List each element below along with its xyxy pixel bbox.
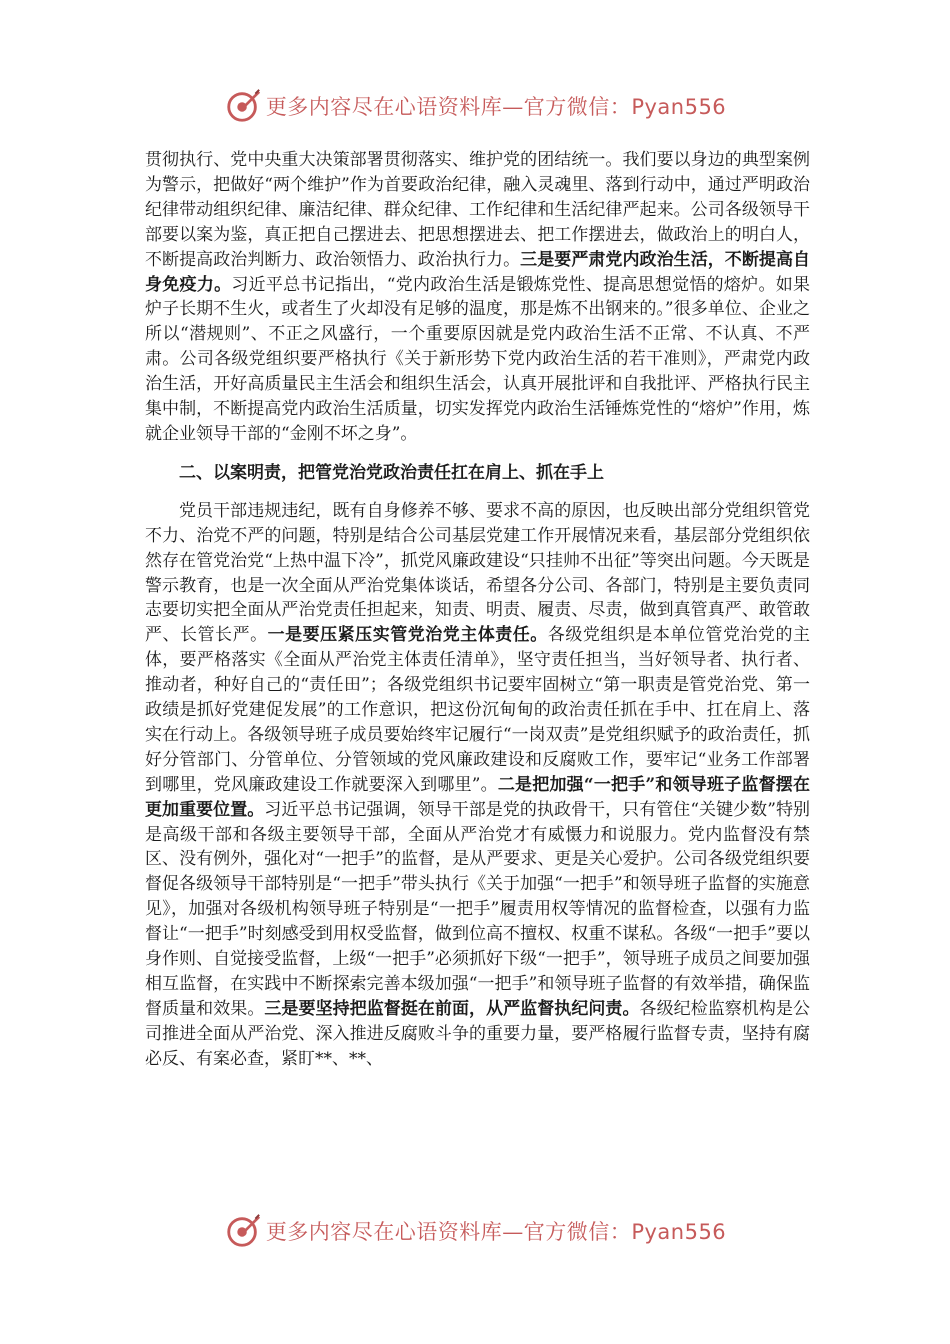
watermark-label: 更多内容尽在心语资料库—官方微信： [265,95,632,119]
footer-watermark-banner [0,1209,950,1253]
watermark-handle: Pyan556 [631,95,727,119]
watermark-label: 更多内容尽在心语资料库—官方微信： [265,1220,632,1244]
bold-point-3: 三是要严肃党内政治生活，不断提高自身免疫力。 [145,249,811,295]
document-body [145,148,810,1072]
bold-point-1: 一是要压紧压实管党治党主体责任。 [267,625,548,646]
paragraph-1: 贯彻执行、党中央重大决策部署贯彻落实、维护党的团结统一。我们要以身边的典型案例为警示，把做好“两个维护”作为首要政治纪律，融入灵魂里、落到行动中，通过严明政治纪律带动组织纪律、廉洁纪律、群众纪律、工作纪律和生活纪律严起来。公司各级领导干部要以案为鉴，真正把自己摆进去、把思想摆进去、把工作摆进去，做政治上的明白人，不断提高政治判断力、政治领悟力、政治执行力。三是要严肃党内政治生活，不断提高自身免疫力。习近平总书记指出，“党内政治生活是锻炼党性、提高思想觉悟的熔炉。如果炉子长期不生火，或者生了火却没有足够的温度，那是炼不出钢来的。”很多单位、企业之所以“潜规则”、不正之风盛行，一个重要原因就是党内政治生活不正常、不认真、不严肃。公司各级党组织要严格执行《关于新形势下党内政治生活的若干准则》，严肃党内政治生活，开好高质量民主生活会和组织生活会，认真开展批评和自我批评、严格执行民主集中制，不断提高党内政治生活质量，切实发挥党内政治生活锤炼党性的“熔炉”作用，炼就企业领导干部的“金刚不坏之身”。 [145,150,811,444]
bold-point-3b: 三是要坚持把监督挺在前面，从严监督执纪问责。 [264,998,640,1019]
pen-logo-icon [224,87,262,125]
paragraph-2: 党员干部违规违纪，既有自身修养不够、要求不高的原因，也反映出部分党组织管党不力、治党不严的问题，特别是结合公司基层党建工作开展情况来看，基层部分党组织依然存在管党治党“上热中温下冷”，抓党风廉政建设“只挂帅不出征”等突出问题。今天既是警示教育，也是一次全面从严治党集体谈话，希望各分公司、各部门，特别是主要负责同志要切实把全面从严治党责任担起来，知责、明责、履责、尽责，做到真管真严、敢管敢严、长管长严。一是要压紧压实管党治党主体责任。各级党组织是本单位管党治党的主体，要严格落实《全面从严治党主体责任清单》，坚守责任担当，当好领导者、执行者、推动者，种好自己的“责任田”；各级党组织书记要牢固树立“第一职责是管党治党、第一政绩是抓好党建促发展”的工作意识，把这份沉甸甸的政治责任抓在手中、扛在肩上、落实在行动上。各级领导班子成员要始终牢记履行“一岗双责”是党组织赋予的政治责任，抓好分管部门、分管单位、分管领域的党风廉政建设和反腐败工作，要牢记“业务工作部署到哪里，党风廉政建设工作就要深入到哪里”。二是把加强“一把手”和领导班子监督摆在更加重要位置。习近平总书记强调，领导干部是党的执政骨干，只有管住“关键少数”特别是高级干部和各级主要领导干部，全面从严治党才有威慑力和说服力。党内监督没有禁区、没有例外，强化对“一把手”的监督，是从严要求、更是关心爱护。公司各级党组织要督促各级领导干部特别是“一把手”带头执行《关于加强“一把手”和领导班子监督的实施意见》，加强对各级机构领导班子特别是“一把手”履责用权等情况的监督检查，以强有力监督让“一把手”时刻感受到用权受监督，做到位高不擅权、权重不谋私。各级“一把手”要以身作则、自觉接受监督，上级“一把手”必须抓好下级“一把手”，领导班子成员之间要加强相互监督，在实践中不断探索完善本级加强“一把手”和领导班子监督的有效举措，确保监督质量和效果。三是要坚持把监督挺在前面，从严监督执纪问责。各级纪检监察机构是公司推进全面从严治党、深入推进反腐败斗争的重要力量，要严格履行监督专责，坚持有腐必反、有案必查，紧盯**、**、 [145,500,811,1069]
watermark-handle: Pyan556 [631,1220,727,1244]
watermark-text [266,91,726,121]
bold-point-2: 二是把加强“一把手”和领导班子监督摆在更加重要位置。 [145,774,810,820]
section-heading-2: 二、以案明责，把管党治党政治责任扛在肩上、抓在手上 [179,462,604,483]
header-watermark-banner [0,84,950,128]
watermark-text [266,1216,726,1246]
pen-logo-icon [224,1212,262,1250]
